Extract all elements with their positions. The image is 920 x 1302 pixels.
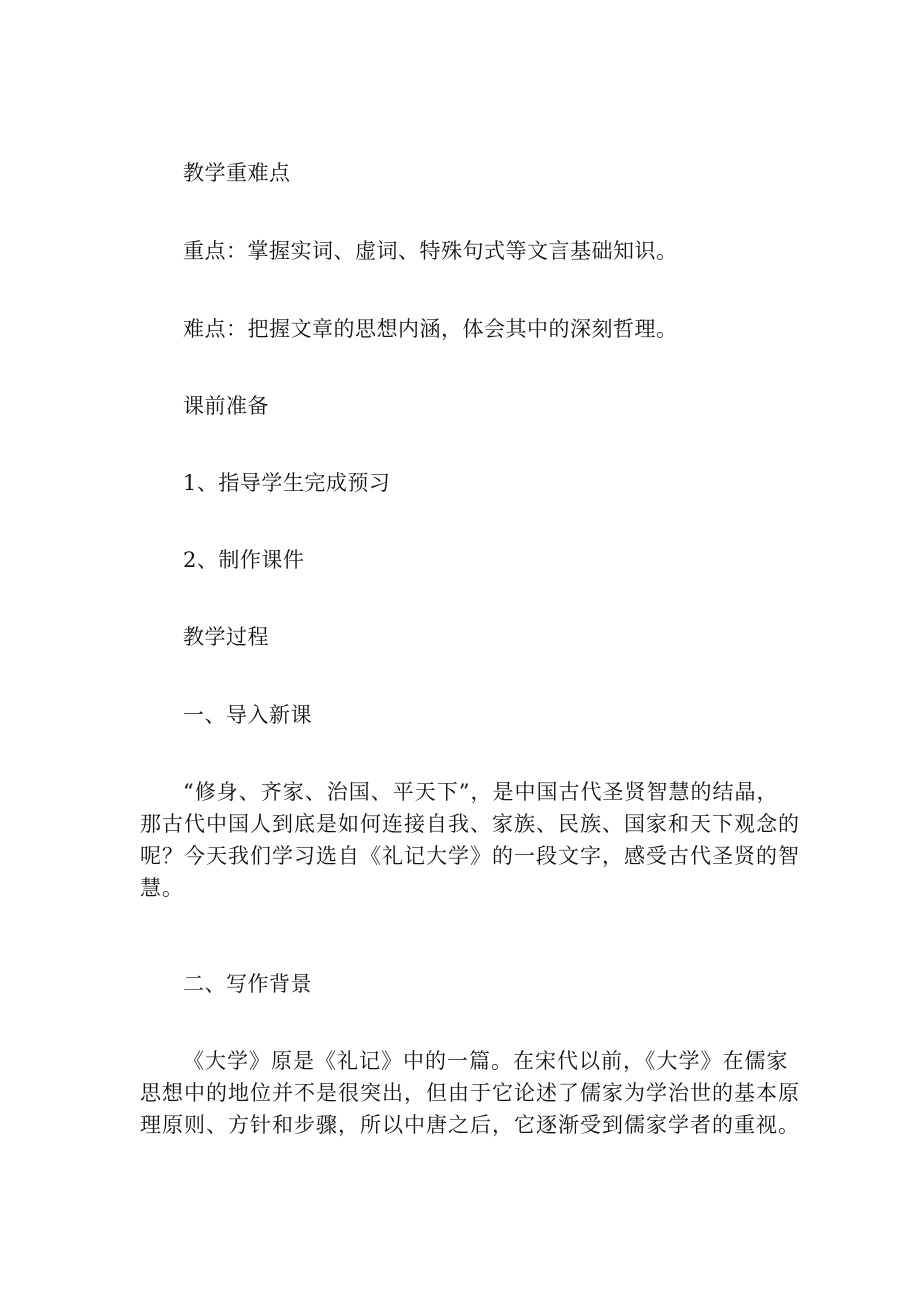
- section-1-title: 一、导入新课: [183, 703, 312, 727]
- paragraph-line: 慧。: [140, 876, 184, 900]
- section-2-title: 二、写作背景: [183, 972, 312, 996]
- section-2-paragraph: [140, 1045, 800, 1141]
- paragraph-line: 那古代中国人到底是如何连接自我、家族、民族、国家和天下观念的: [140, 812, 800, 836]
- key-point-text: 重点：掌握实词、虚词、特殊句式等文言基础知识。: [183, 239, 678, 263]
- paragraph-line: 思想中的地位并不是很突出，但由于它论述了儒家为学治世的基本原: [140, 1081, 800, 1105]
- difficult-point-text: 难点：把握文章的思想内涵，体会其中的深刻哲理。: [183, 317, 678, 341]
- section-1-paragraph: [140, 776, 800, 904]
- prep-item-2: 2、制作课件: [183, 548, 305, 572]
- paragraph-line: 理原则、方针和步骤，所以中唐之后，它逐渐受到儒家学者的重视。: [140, 1113, 800, 1137]
- heading-key-points: 教学重难点: [183, 161, 291, 185]
- paragraph-line: 《大学》原是《礼记》中的一篇。在宋代以前，《大学》在儒家: [183, 1049, 789, 1073]
- paragraph-line: 呢？今天我们学习选自《礼记大学》的一段文字，感受古代圣贤的智: [140, 844, 800, 868]
- paragraph-line: “修身、齐家、治国、平天下”，是中国古代圣贤智慧的结晶，: [183, 780, 779, 804]
- prep-item-1: 1、指导学生完成预习: [183, 471, 391, 495]
- heading-preparation: 课前准备: [183, 394, 269, 418]
- heading-process: 教学过程: [183, 625, 269, 649]
